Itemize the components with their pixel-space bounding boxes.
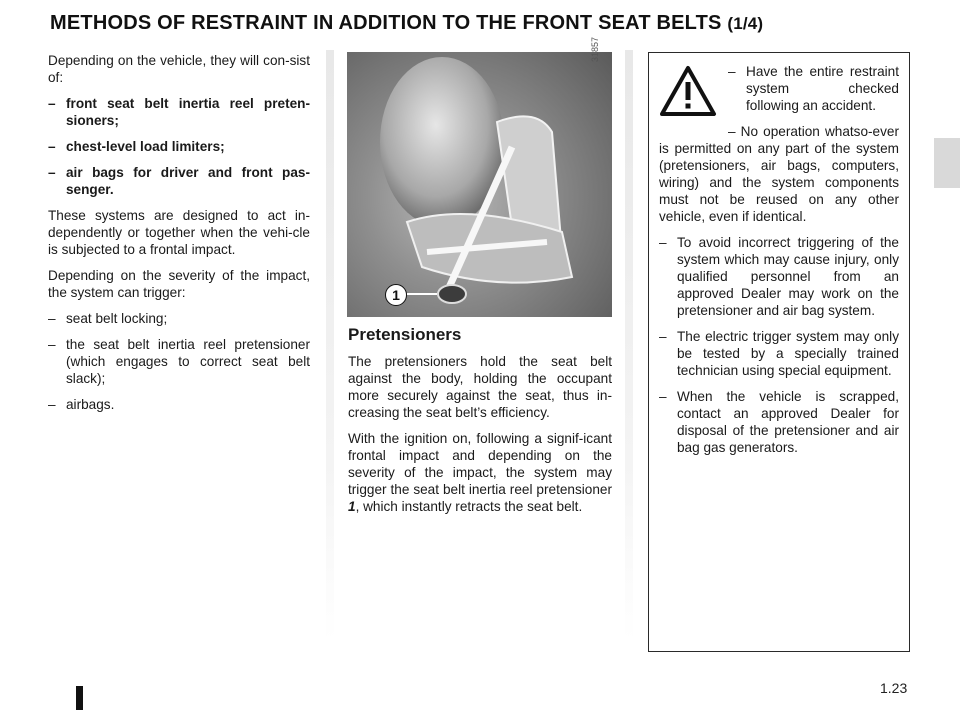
body-paragraph: The pretensioners hold the seat belt against the body, holding the occupant more securely against the seat, thus in-creasing the seat belt’s efficiency. [348,354,612,420]
middle-column [348,325,612,524]
warning-item [659,388,899,456]
dash-glyph: – [48,96,56,111]
list-item-text: air bags for driver and front pas-senger. [66,165,310,197]
warning-item-text: When the vehicle is scrapped, contact an approved Dealer for disposal of the pretensioner and air bag gas generators. [677,389,899,455]
section-tab-marker [934,138,960,188]
pretensioner-shape [438,285,466,303]
warning-item-text: Have the entire restraint system checked following an accident. [746,64,899,113]
dash-glyph: – [48,311,56,326]
warning-item-text: The electric trigger system may only be tested by a specially trained technician using special equipment. [677,329,899,378]
column-divider-left [326,50,334,640]
list-item [48,310,310,327]
callout-badge [385,284,407,306]
figure-code: 31857 [590,36,600,62]
list-item [48,138,310,155]
dash-glyph: – [659,389,667,404]
list-item-text: airbags. [66,397,115,412]
callout-reference: 1 [348,499,356,514]
dash-glyph: – [659,235,667,250]
list-item-text: front seat belt inertia reel preten-sioners; [66,96,310,128]
paragraph-text: , which instantly retracts the seat belt. [355,499,583,514]
warning-box [648,52,910,652]
list-item-text: the seat belt inertia reel pretensioner (which engages to correct seat belt slack); [66,337,310,386]
dash-glyph: – [48,337,56,352]
callout-number: 1 [392,287,400,303]
seat-airbag-illustration [347,52,612,317]
warning-item [659,123,899,225]
list-item [48,164,310,198]
dash-glyph: – [728,124,736,139]
seat-illustration-drawing [347,52,612,317]
list-item-text: chest-level load limiters; [66,139,225,154]
dash-glyph: – [48,165,56,180]
body-paragraph [348,430,612,515]
list-item [48,396,310,413]
warning-item-text: To avoid incorrect triggering of the system which may cause injury, only qualified personnel from an approved Dealer may work on the pretensioner and air bag system. [677,235,899,318]
list-item [48,95,310,129]
dash-glyph: – [48,139,56,154]
corner-bar [76,686,83,710]
left-column [48,52,310,422]
dash-glyph: – [48,397,56,412]
dash-glyph: – [728,64,736,79]
page-title [50,12,763,35]
page-title-text: METHODS OF RESTRAINT IN ADDITION TO THE FRONT SEAT BELTS [50,12,722,34]
warning-item [659,234,899,319]
warning-text [659,63,899,465]
list-item-text: seat belt locking; [66,311,168,326]
body-paragraph: These systems are designed to act in-dependently or together when the vehi-cle is subjected to a frontal impact. [48,208,310,257]
section-heading: Pretensioners [348,325,462,344]
dash-glyph: – [659,329,667,344]
page-number: 1.23 [880,680,908,696]
page-title-part: (1/4) [727,14,764,33]
list-item [48,336,310,387]
warning-item [659,328,899,379]
paragraph-text: With the ignition on, following a signif-icant frontal impact and depending on the severity of the impact, the system may trigger the seat belt inertia reel pretensioner [348,431,612,497]
intro-text: Depending on the vehicle, they will con-sist of: [48,53,310,85]
warning-item [728,63,899,114]
body-paragraph: Depending on the severity of the impact, the system can trigger: [48,268,310,300]
warning-item-text: No operation whatso-ever is permitted on any part of the system (pretensioners, air bags, computers, wiring) and the system components must not be reused on any other vehicle, even if identical. [659,124,899,224]
column-divider-right [625,50,633,640]
